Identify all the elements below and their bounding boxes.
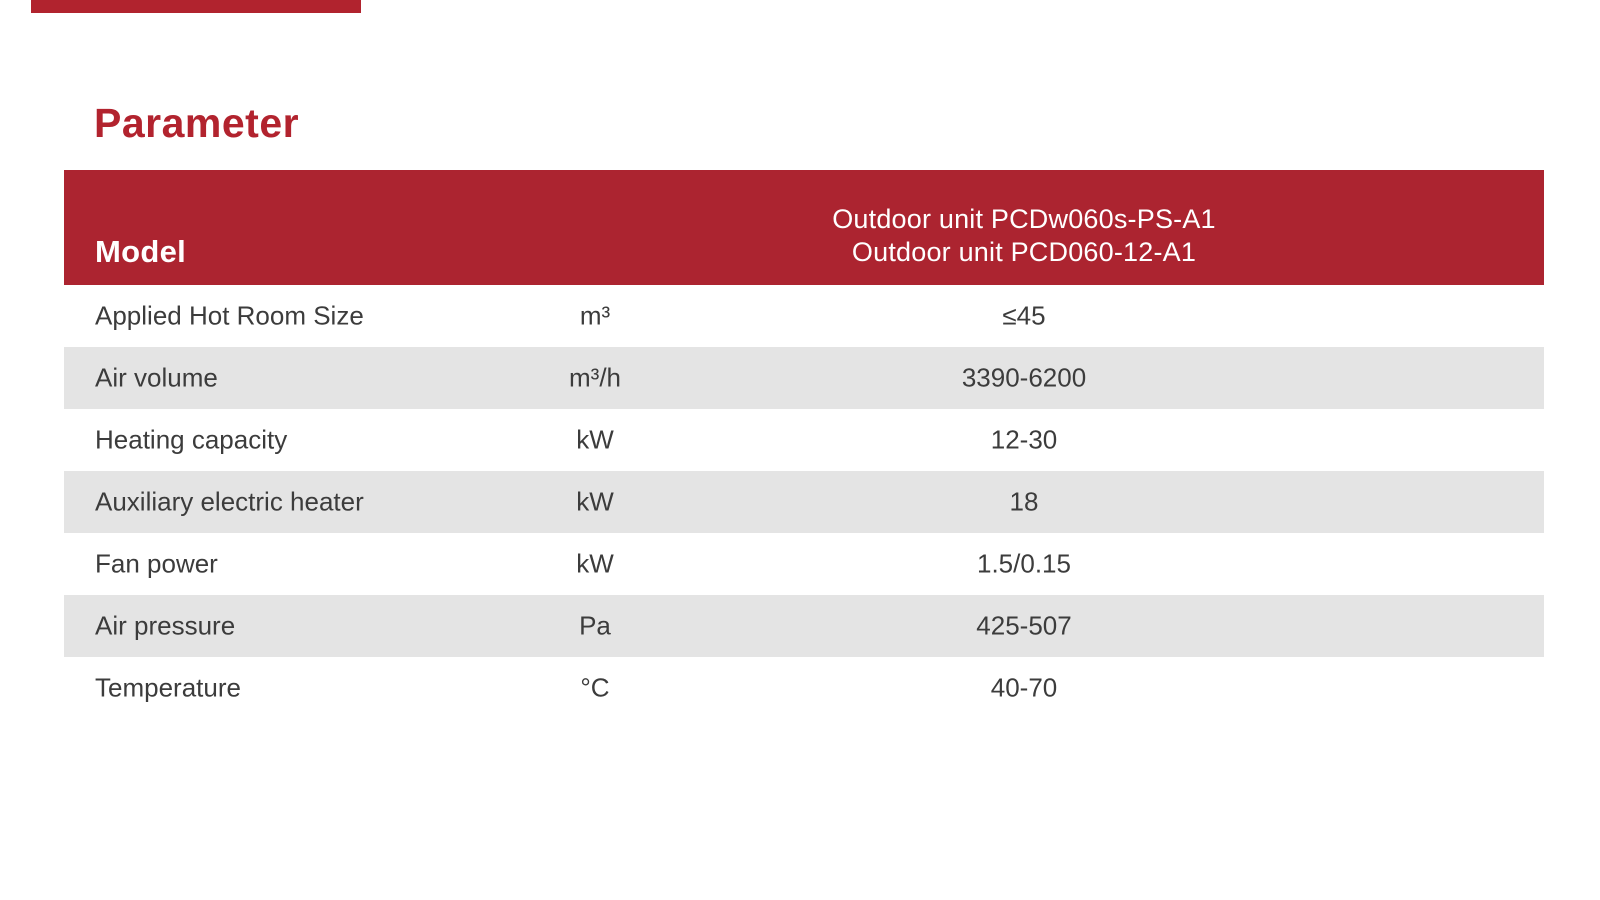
top-red-strip — [31, 0, 361, 13]
row-label: Temperature — [95, 672, 241, 703]
row-label: Fan power — [95, 548, 218, 579]
row-label: Applied Hot Room Size — [95, 300, 364, 331]
model-line-2: Outdoor unit PCD060-12-A1 — [851, 237, 1197, 267]
row-value: 18 — [1009, 486, 1039, 517]
row-value: 3390-6200 — [961, 362, 1087, 393]
model-header-values — [764, 203, 1284, 269]
row-unit: kW — [576, 424, 614, 455]
table-row — [64, 657, 1544, 719]
row-value: ≤45 — [1002, 300, 1046, 331]
row-value: 1.5/0.15 — [977, 548, 1071, 579]
row-unit: kW — [576, 486, 614, 517]
page-title: Parameter — [94, 100, 300, 146]
model-header-label: Model — [95, 234, 187, 269]
row-value: 40-70 — [990, 672, 1058, 703]
row-value: 12-30 — [990, 424, 1058, 455]
model-line-1: Outdoor unit PCDw060s-PS-A1 — [832, 204, 1216, 234]
row-unit: m³ — [579, 300, 611, 331]
row-unit: °C — [580, 672, 610, 703]
row-label: Air pressure — [95, 610, 236, 641]
table-row — [64, 409, 1544, 471]
table-row — [64, 347, 1544, 409]
table-row — [64, 285, 1544, 347]
table-row — [64, 595, 1544, 657]
row-label: Auxiliary electric heater — [95, 486, 364, 517]
table-row — [64, 471, 1544, 533]
row-unit: Pa — [579, 610, 611, 641]
spec-table — [64, 170, 1544, 719]
table-header — [64, 170, 1544, 285]
row-unit: m³/h — [569, 362, 621, 393]
table-body — [64, 285, 1544, 719]
row-label: Heating capacity — [95, 424, 288, 455]
row-value: 425-507 — [976, 610, 1072, 641]
table-row — [64, 533, 1544, 595]
row-label: Air volume — [95, 362, 218, 393]
row-unit: kW — [576, 548, 614, 579]
